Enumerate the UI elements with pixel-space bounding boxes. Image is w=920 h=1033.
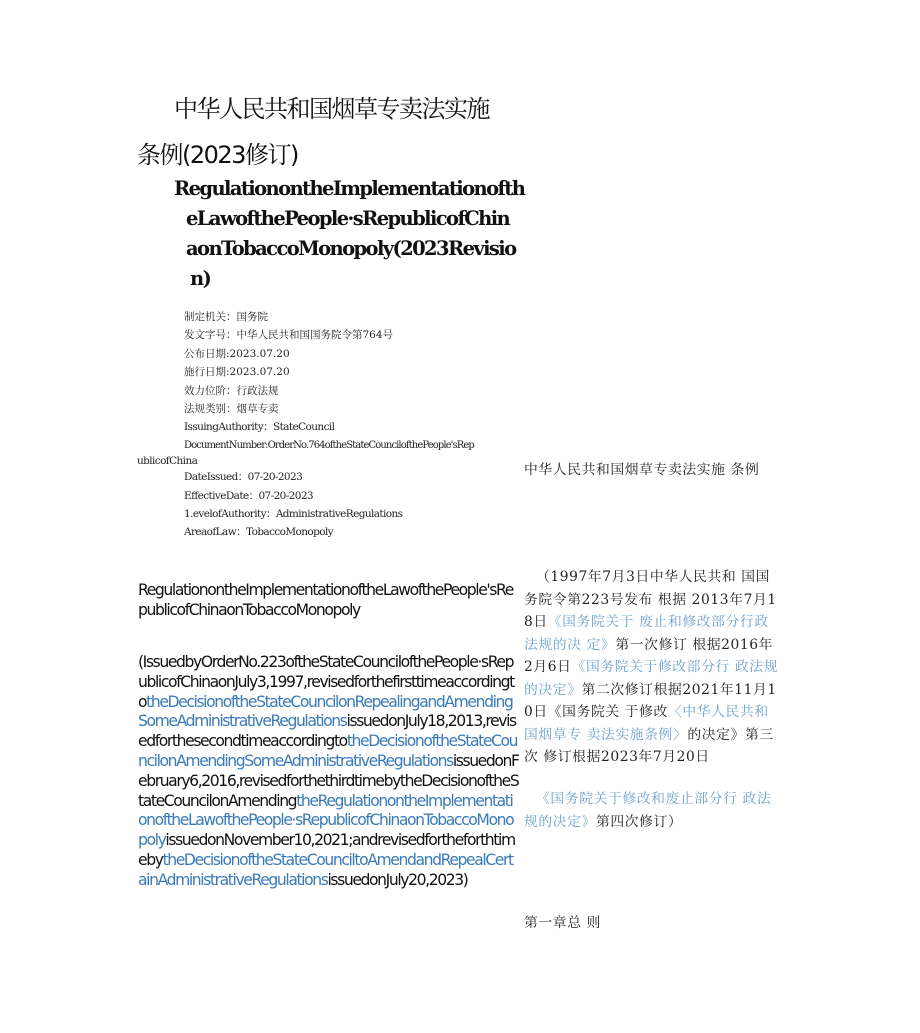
metadata-block	[137, 308, 522, 542]
chinese-text-a: （1997年7月3日中华人民共和 国国务院令第223号发布 根据 2013年7月18日	[524, 569, 777, 630]
link-regulation-2021[interactable]: theRegulationontheImplementationoftheLawofthePeople·sRepublicofChinaonTobaccoMonopoly	[138, 791, 514, 850]
meta-area-en: AreaofLaw：TobaccoMonopoly	[184, 526, 334, 539]
chinese-title: 中华人民共和国烟草专卖法实施 条例	[524, 462, 760, 478]
link-zh-decision-2016[interactable]: 《国务院关于修改部分行 政法规的决定》	[524, 659, 779, 698]
meta-doc-number-zh: 发文字号：中华人民共和国国务院令第764号	[184, 329, 394, 342]
title-zh-line-2: 条例(2023修订)	[137, 141, 298, 169]
english-heading: RegulationontheImplementationoftheLawofthePeople'sRepublicofChinaonTobaccoMonopoly	[138, 581, 513, 619]
link-decision-2023[interactable]: theDecisionoftheStateCounciltoAmendandRepealCertainAdministrativeRegulations	[138, 850, 513, 889]
english-text-c: issuedonFebruary6,2016,revisedforthethirdtimebytheDecisionoftheStateCouncilonAmending	[138, 751, 519, 810]
title-en-line-2: eLawofthePeople·sRepublicofChin	[186, 207, 510, 230]
chinese-text-b: 第一次修订 根据2016年2月6日	[524, 636, 774, 675]
meta-effective-date-en: EffectiveDate：07-20-2023	[184, 489, 314, 502]
chinese-text-c: 第二次修订根据2021年11月10日《国务院关 于修改	[524, 681, 777, 720]
chinese-issuance-paragraph-end	[524, 788, 780, 833]
meta-effective-date-zh: 施行日期:2023.07.20	[184, 366, 290, 379]
chapter-heading: 第一章总 则	[524, 915, 601, 931]
english-text-d: issuedonNovember10,2021;andrevisedfortheforthtimeby	[138, 831, 515, 869]
title-en	[174, 174, 534, 294]
meta-category-zh: 法规类别：烟草专卖	[184, 403, 279, 416]
chinese-text-d: 的决定》第三次 修订根据2023年7月20日	[524, 726, 774, 765]
title-zh	[137, 86, 537, 178]
link-zh-decision-2023[interactable]: 《国务院关于修改和废止部分行 政法规的决定》	[524, 791, 772, 830]
title-zh-line-1: 中华人民共和国烟草专卖法实施	[174, 95, 489, 123]
link-zh-regulation-2021[interactable]: 〈中华人民共和国烟草专 卖法实施条例〉	[524, 704, 769, 743]
meta-doc-number-en-cont: ublicofChina	[137, 455, 198, 468]
title-en-line-4: n)	[190, 267, 211, 290]
chinese-issuance-paragraph	[524, 566, 780, 769]
english-text-a: (IssuedbyOrderNo.223oftheStateCouncilofthePeople·sRepublicofChinaonJuly3,1997,revisedforthefirsttimeaccordingto	[138, 653, 514, 711]
title-en-line-3: aonTobaccoMonopoly(2023Revisio	[186, 237, 516, 260]
meta-level-zh: 效力位阶：行政法规	[184, 384, 279, 397]
meta-level-en: 1.evelofAuthority：AdministrativeRegulations	[184, 508, 403, 521]
chinese-text-e: 第四次修订）	[595, 813, 683, 830]
meta-date-issued-zh: 公布日期:2023.07.20	[184, 347, 290, 360]
meta-authority-zh: 制定机关：国务院	[184, 311, 268, 323]
english-text-e: issuedonJuly20,2023)	[327, 870, 468, 889]
title-en-line-1: RegulationontheImplementationofth	[174, 177, 525, 200]
english-issuance-paragraph	[138, 653, 519, 891]
meta-authority-en: IssuingAuthority：StateCouncil	[184, 421, 335, 434]
link-zh-decision-2013[interactable]: 《国务院关于 废止和修改部分行政法规的决 定》	[524, 614, 769, 653]
english-text-b: issuedonJuly18,2013,revisedforthesecondtimeaccordingto	[138, 712, 516, 751]
link-decision-2013[interactable]: theDecisionoftheStateCouncilonRepealingandAmendingSomeAdministrativeRegulations	[138, 692, 513, 731]
meta-doc-number-en: DocumentNumber:OrderNo.764oftheStateCounciloftheP​eople'sRep	[184, 439, 474, 451]
link-decision-2016[interactable]: theDecisionoftheStateCouncilonAmendingSomeAdministrativeRegulations	[138, 732, 518, 770]
meta-date-issued-en: DateIssued：07-20-2023	[184, 471, 303, 484]
